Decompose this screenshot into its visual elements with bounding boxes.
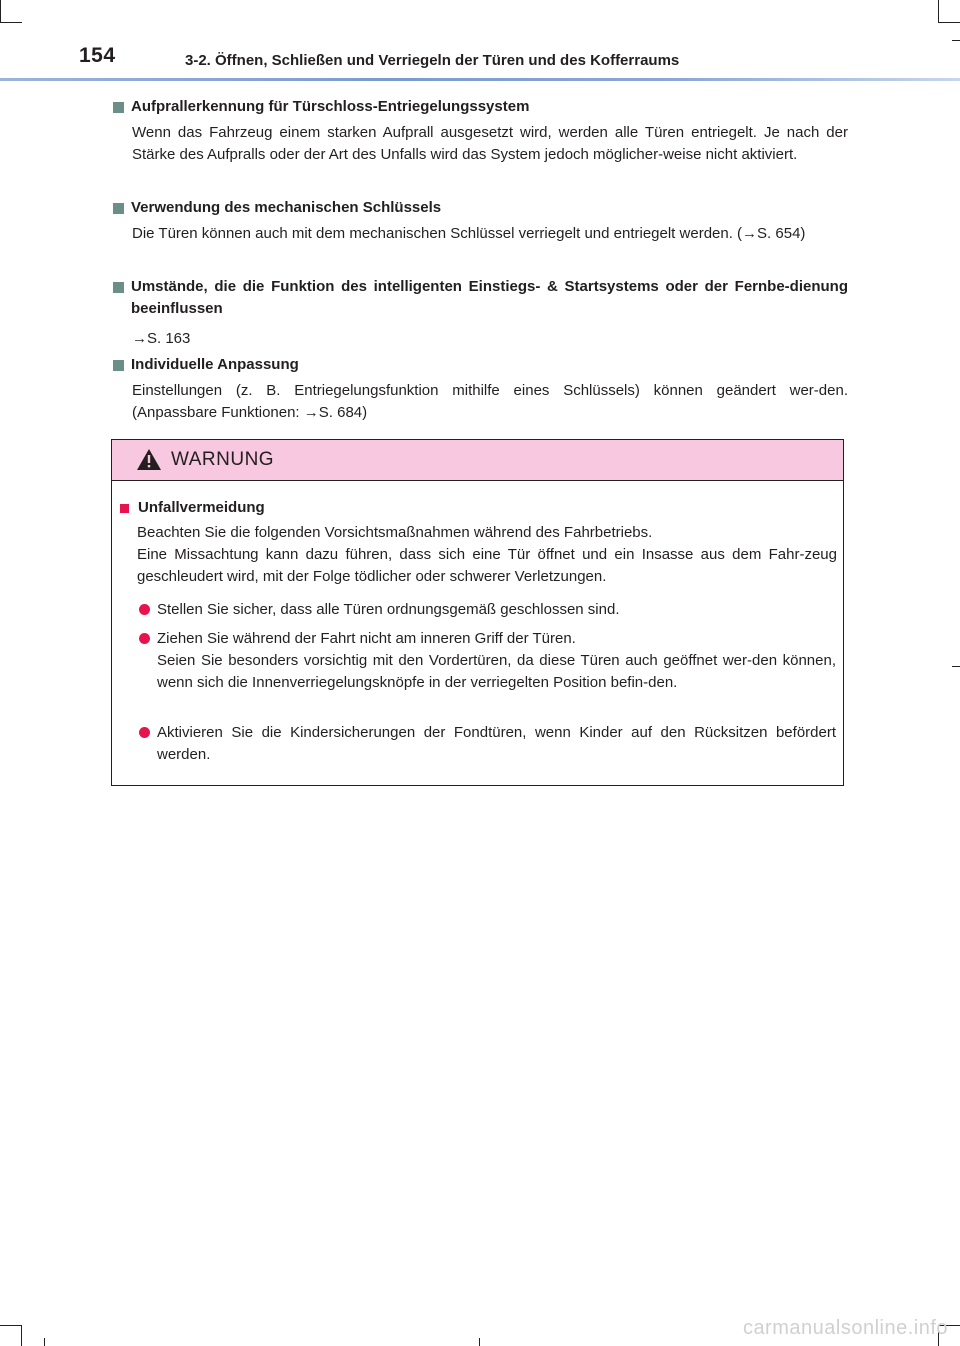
warning-header	[112, 440, 843, 481]
warning-title: WARNUNG	[171, 449, 275, 470]
crop-mark	[0, 1325, 22, 1326]
crop-mark	[0, 22, 22, 23]
section-heading: Umstände, die die Funktion des intelligenten Einstiegs- & Startsystems oder der Fernbe-dienung beeinflussen	[131, 278, 848, 317]
section-body: Einstellungen (z. B. Entriegelungsfunktion mithilfe eines Schlüssels) können geändert wer-den. (Anpassbare Funktionen: →S. 684)	[132, 382, 848, 421]
crop-mark	[952, 666, 960, 667]
section-marker-icon	[113, 203, 124, 214]
crop-mark	[21, 1325, 22, 1346]
warning-bullet: Stellen Sie sicher, dass alle Türen ordnungsgemäß geschlossen sind.	[136, 599, 836, 621]
section-marker-icon	[113, 282, 124, 293]
section-mechanischer-schluessel	[113, 197, 848, 245]
crop-mark	[938, 0, 939, 22]
crop-mark	[938, 22, 960, 23]
page-number: 154	[79, 44, 116, 67]
section-marker-icon	[113, 360, 124, 371]
header-rule	[0, 78, 960, 81]
warning-marker-icon	[120, 504, 129, 513]
crop-mark	[479, 1338, 480, 1346]
section-heading: Aufprallerkennung für Türschloss-Entriegelungssystem	[131, 98, 530, 115]
section-aufprallerkennung	[113, 96, 848, 166]
section-body: →S. 163	[132, 330, 191, 347]
section-body: Die Türen können auch mit dem mechanischen Schlüssel verriegelt und entriegelt werden. (→S. 654)	[132, 225, 806, 242]
warning-box	[111, 439, 844, 786]
warning-subheading: Unfallvermeidung	[120, 499, 265, 516]
section-individuelle-anpassung	[113, 354, 848, 424]
chapter-title: 3-2. Öffnen, Schließen und Verriegeln der Türen und des Kofferraums	[185, 52, 680, 69]
crop-mark	[0, 0, 1, 22]
section-marker-icon	[113, 102, 124, 113]
warning-triangle-icon	[136, 448, 162, 471]
warning-bullet: Ziehen Sie während der Fahrt nicht am inneren Griff der Türen. Seien Sie besonders vorsichtig mit den Vordertüren, da diese Türen auch geöffnet wer-den können, wenn sich die Innenverriegelungsknöpfe in der verriegelten Position befin-den.	[136, 628, 836, 694]
section-umstaende	[113, 276, 848, 350]
page-header	[0, 40, 960, 84]
crop-mark	[44, 1338, 45, 1346]
bullet-dot-icon	[139, 604, 150, 615]
warning-bullet: Aktivieren Sie die Kindersicherungen der Fondtüren, wenn Kinder auf den Rücksitzen befördert werden.	[136, 722, 836, 766]
section-heading: Individuelle Anpassung	[131, 356, 299, 373]
section-body: Wenn das Fahrzeug einem starken Aufprall ausgesetzt wird, werden alle Türen entriegelt. Je nach der Stärke des Aufpralls oder der Art des Unfalls wird das System jedoch möglicher-weise nicht aktiviert.	[132, 124, 848, 163]
bullet-dot-icon	[139, 633, 150, 644]
section-heading: Verwendung des mechanischen Schlüssels	[131, 199, 442, 216]
warning-intro: Beachten Sie die folgenden Vorsichtsmaßnahmen während des Fahrbetriebs. Eine Missachtung kann dazu führen, dass sich eine Tür öffnet und ein Insasse aus dem Fahr-zeug geschleudert wird, mit der Folge tödlicher oder schwerer Verletzungen.	[137, 524, 837, 585]
bullet-dot-icon	[139, 727, 150, 738]
watermark: carmanualsonline.info	[742, 1317, 948, 1339]
